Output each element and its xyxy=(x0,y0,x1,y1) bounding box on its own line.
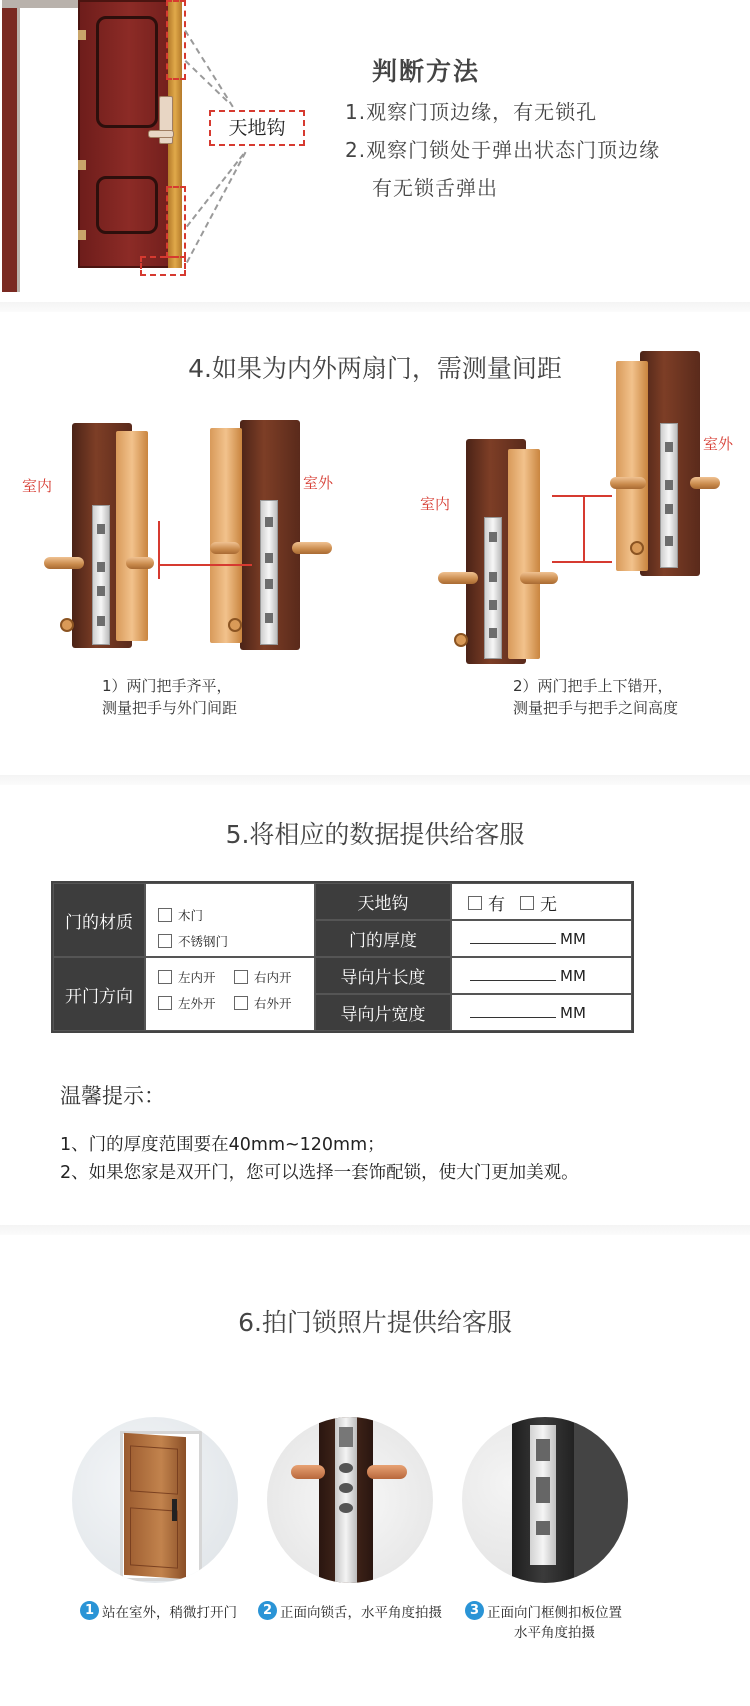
direction-options xyxy=(145,957,315,1031)
step-3-text-2: 水平角度拍摄 xyxy=(514,1625,595,1641)
option-right-out[interactable]: 右外开 xyxy=(234,994,292,1012)
direction-label: 开门方向 xyxy=(53,957,145,1031)
option-right-in[interactable]: 右内开 xyxy=(234,968,292,986)
option-hook-no[interactable]: 无 xyxy=(520,890,557,915)
case1-caption-1: 1）两门把手齐平， xyxy=(102,677,232,695)
checkbox-icon xyxy=(468,896,482,910)
judgment-title: 判断方法 xyxy=(372,57,481,86)
material-options xyxy=(145,883,315,957)
door-frame-top xyxy=(2,0,80,8)
judgment-step-2-cont: 有无锁舌弹出 xyxy=(372,176,498,200)
distance-marker xyxy=(158,521,160,579)
checkbox-icon xyxy=(520,896,534,910)
height-arrow xyxy=(583,497,585,561)
step-2 xyxy=(258,1601,442,1621)
indoor-label: 室内 xyxy=(22,477,53,495)
checkbox-icon xyxy=(158,934,172,948)
tips-title: 温馨提示： xyxy=(60,1084,165,1108)
top-hook-marker xyxy=(166,0,186,80)
judgment-step-2: 2.观察门锁处于弹出状态门顶边缘 xyxy=(345,138,661,162)
step-number-2: 2 xyxy=(258,1601,277,1620)
indoor-lock-illustration xyxy=(44,423,154,663)
pointer-line xyxy=(186,152,246,263)
option-wood[interactable]: 木门 xyxy=(158,906,203,924)
checkbox-icon xyxy=(158,996,172,1010)
outdoor-label: 室外 xyxy=(703,435,734,453)
step-2-text: 正面向锁舌，水平角度拍摄 xyxy=(280,1605,442,1621)
section-divider xyxy=(0,1225,750,1235)
outdoor-lock-illustration xyxy=(210,420,330,660)
judgment-section xyxy=(0,0,750,305)
guide-width-field[interactable]: MM xyxy=(451,994,632,1031)
form-title: 5.将相应的数据提供给客服 xyxy=(225,820,525,849)
form-section xyxy=(0,785,750,1225)
photo-title: 6.拍门锁照片提供给客服 xyxy=(238,1308,512,1337)
hinge-icon xyxy=(78,160,86,170)
bottom-hook-marker xyxy=(166,186,186,258)
hinge-icon xyxy=(78,230,86,240)
thickness-label: 门的厚度 xyxy=(315,920,451,957)
outdoor-lock-illustration xyxy=(610,351,720,591)
tip-1: 1、门的厚度范围要在40mm~120mm； xyxy=(60,1135,385,1155)
hook-label: 天地钩 xyxy=(315,883,451,920)
indoor-lock-illustration xyxy=(438,439,558,679)
option-left-out[interactable]: 左外开 xyxy=(158,994,216,1012)
section-divider xyxy=(0,775,750,785)
pointer-line xyxy=(186,154,244,228)
case2-caption-2: 测量把手与把手之间高度 xyxy=(513,699,679,717)
option-steel[interactable]: 不锈钢门 xyxy=(158,932,228,950)
step3-photo xyxy=(462,1417,628,1583)
height-marker xyxy=(552,495,612,497)
distance-arrow xyxy=(160,564,252,566)
checkbox-icon xyxy=(158,970,172,984)
section-divider xyxy=(0,302,750,312)
guide-width-label: 导向片宽度 xyxy=(315,994,451,1031)
step1-photo xyxy=(72,1417,238,1583)
tip-2: 2、如果您家是双开门，您可以选择一套饰配锁，使大门更加美观。 xyxy=(60,1163,579,1183)
door-lower-panel xyxy=(96,176,158,234)
checkbox-icon xyxy=(158,908,172,922)
checkbox-icon xyxy=(234,970,248,984)
door-frame xyxy=(2,0,20,292)
indoor-label: 室内 xyxy=(420,495,451,513)
tiandi-hook-label: 天地钩 xyxy=(209,110,305,146)
option-left-in[interactable]: 左内开 xyxy=(158,968,216,986)
thickness-field[interactable]: MM xyxy=(451,920,632,957)
step-number-1: 1 xyxy=(80,1601,99,1620)
step-1-text: 站在室外，稍微打开门 xyxy=(102,1605,237,1621)
measure-section xyxy=(0,315,750,775)
step-number-3: 3 xyxy=(465,1601,484,1620)
outdoor-label: 室外 xyxy=(303,474,334,492)
door-handle xyxy=(148,130,174,138)
case2-caption-1: 2）两门把手上下错开， xyxy=(513,677,673,695)
hinge-icon xyxy=(78,30,86,40)
material-label: 门的材质 xyxy=(53,883,145,957)
hook-options xyxy=(451,883,632,920)
step2-photo xyxy=(267,1417,433,1583)
height-marker xyxy=(552,561,612,563)
guide-length-label: 导向片长度 xyxy=(315,957,451,994)
option-hook-yes[interactable]: 有 xyxy=(468,890,505,915)
guide-length-field[interactable]: MM xyxy=(451,957,632,994)
case1-caption-2: 测量把手与外门间距 xyxy=(102,699,238,717)
step-1 xyxy=(80,1601,237,1621)
door-upper-panel xyxy=(96,16,158,128)
info-table xyxy=(51,881,634,1033)
step-3-text: 正面向门框侧扣板位置 xyxy=(487,1605,622,1621)
floor-hook-marker xyxy=(140,256,186,276)
photo-section xyxy=(0,1235,750,1706)
checkbox-icon xyxy=(234,996,248,1010)
judgment-step-1: 1.观察门顶边缘，有无锁孔 xyxy=(345,100,598,124)
step-3 xyxy=(465,1601,622,1641)
measure-title: 4.如果为内外两扇门，需测量间距 xyxy=(188,354,562,383)
